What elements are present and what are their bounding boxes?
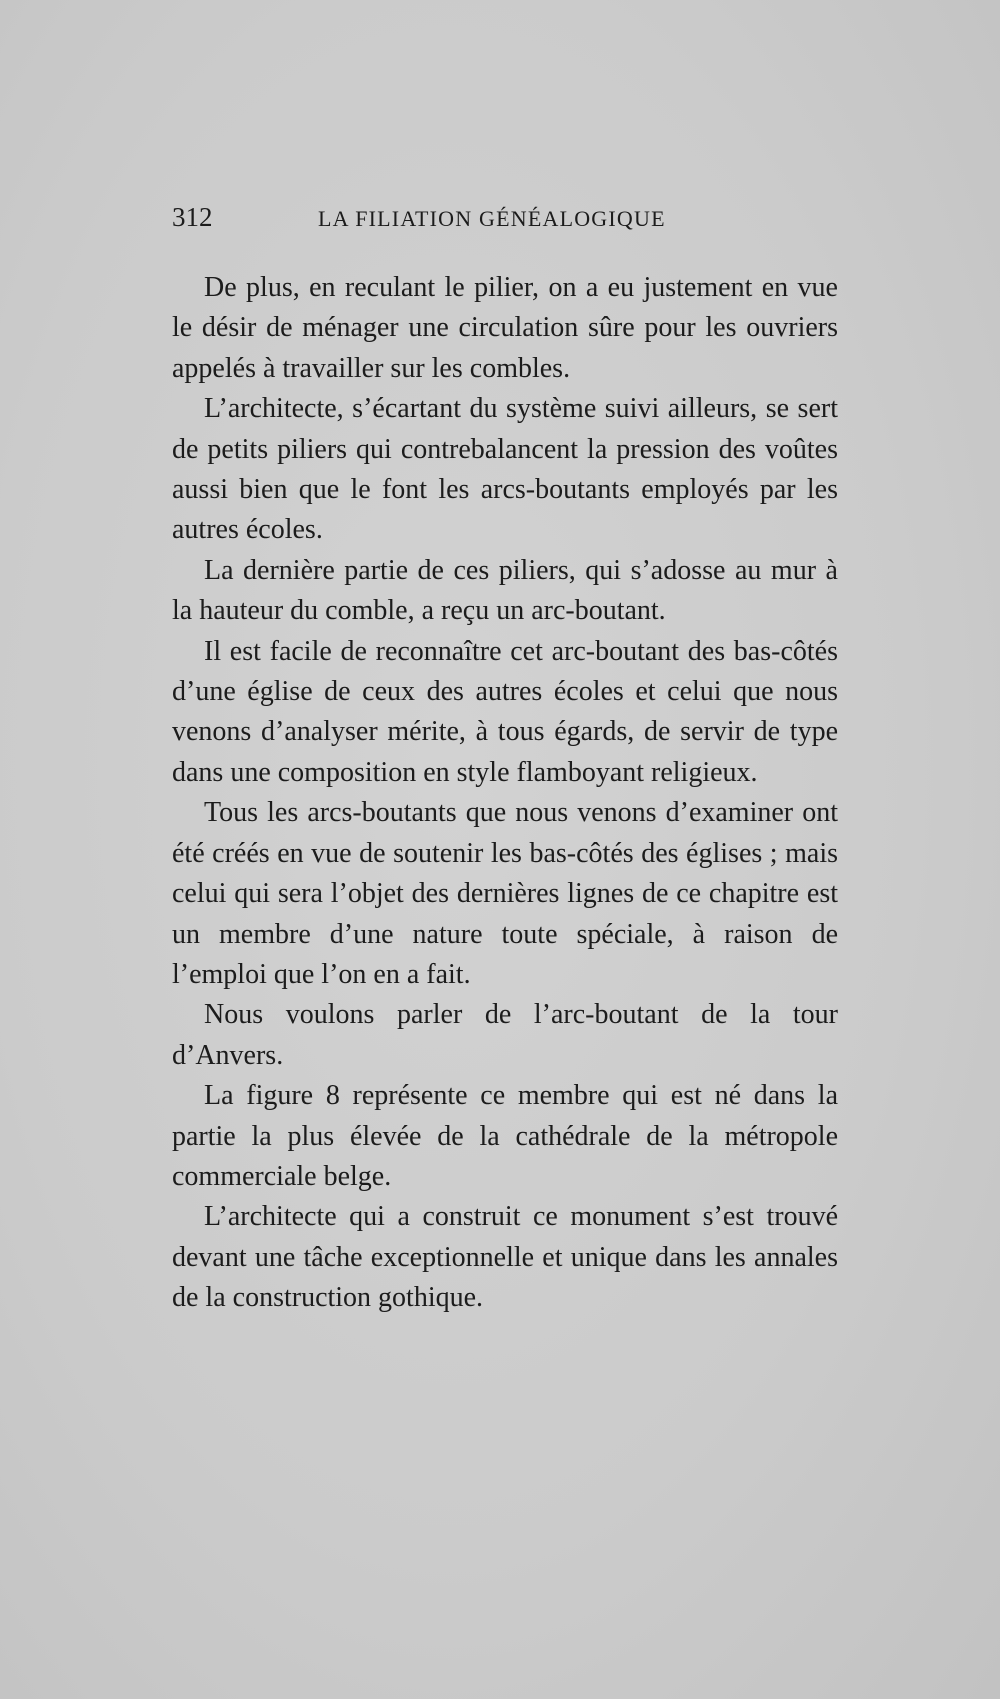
running-title: LA FILIATION GÉNÉALOGIQUE [318, 206, 666, 231]
body-text [172, 268, 838, 1319]
paragraph: L’architecte qui a construit ce monument s’est trouvé devant une tâche exceptionnelle et unique dans les annales de la construction gothique. [172, 1201, 838, 1314]
paragraph: Il est facile de reconnaître cet arc-boutant des bas-côtés d’une église de ceux des autres écoles et celui que nous venons d’analyser mérite, à tous égards, de servir de type dans une composition en style flamboyant religieux. [172, 635, 838, 788]
paragraph: Tous les arcs-boutants que nous venons d’examiner ont été créés en vue de soutenir les bas-côtés des églises ; mais celui qui sera l’objet des dernières lignes de ce chapitre est un membre d’une nature toute spéciale, à raison de l’emploi que l’on en a fait. [172, 797, 838, 990]
paragraph: La dernière partie de ces piliers, qui s’adosse au mur à la hauteur du comble, a reçu un arc-boutant. [172, 554, 838, 627]
paragraph: L’architecte, s’écartant du système suivi ailleurs, se sert de petits piliers qui contrebalancent la pression des voûtes aussi bien que le font les arcs-boutants employés par les autres écoles. [172, 393, 838, 546]
paragraph: La figure 8 représente ce membre qui est né dans la partie la plus élevée de la cathédrale de la métropole commerciale belge. [172, 1080, 838, 1192]
page-number: 312 [172, 202, 213, 232]
page-header [172, 200, 702, 234]
paragraph: De plus, en reculant le pilier, on a eu justement en vue le désir de ménager une circulation sûre pour les ouvriers appelés à travailler sur les combles. [172, 272, 838, 384]
paragraph: Nous voulons parler de l’arc-boutant de la tour d’Anvers. [172, 999, 838, 1071]
